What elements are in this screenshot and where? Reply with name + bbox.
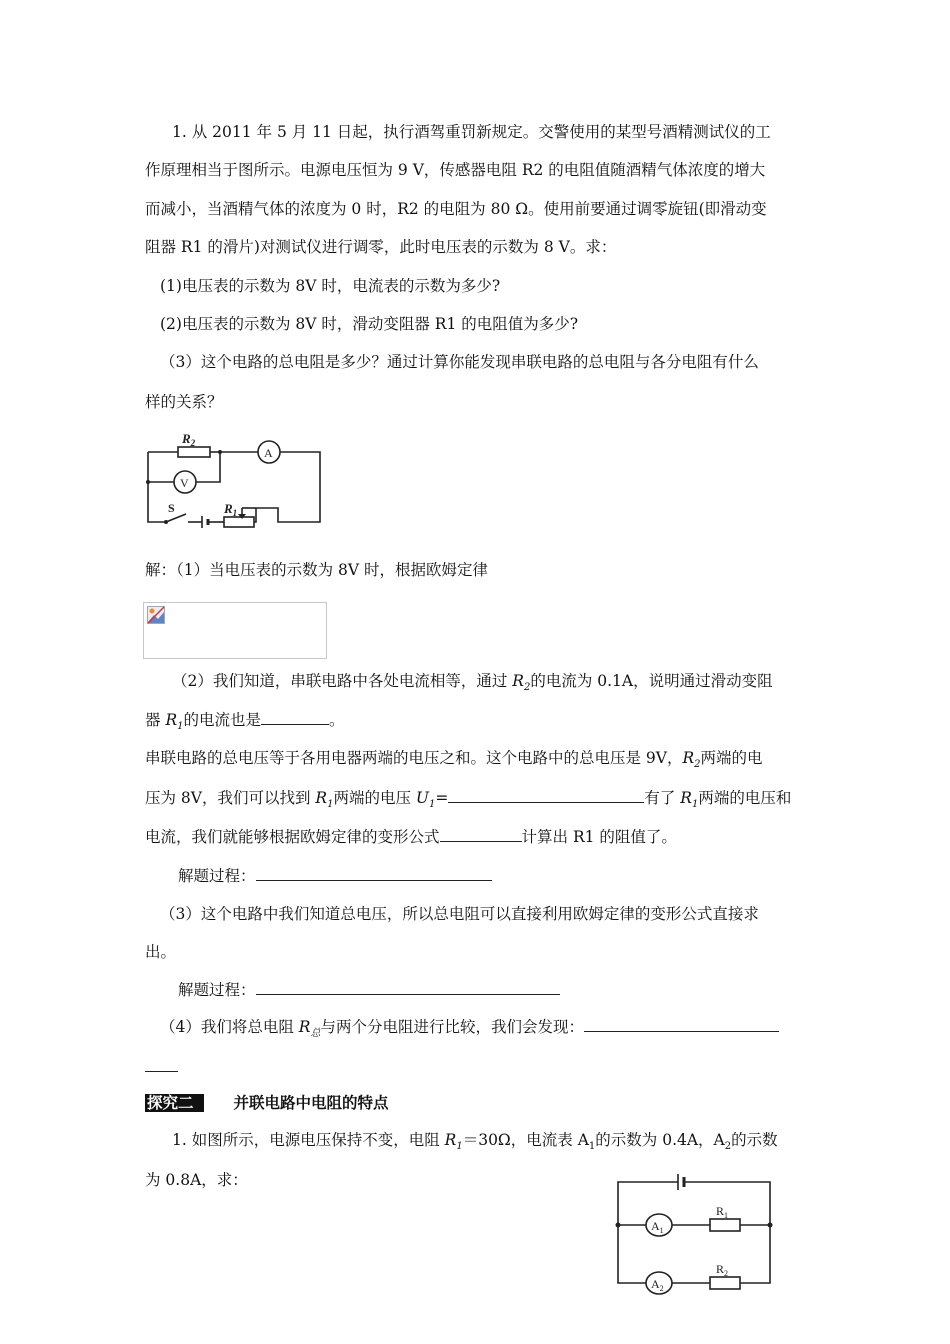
broken-image-icon [147, 606, 165, 624]
blank-ohm-formula[interactable] [440, 827, 522, 842]
resistor-r2 [178, 447, 210, 457]
resistor-r1 [710, 1219, 740, 1231]
svg-text:R2: $R_2$ [182, 431, 196, 448]
solution-line-2a: （2）我们知道，串联电路中各处电流相等，通过 $R_2$的电流为 0.1A，说明通过滑动变阻 [172, 672, 773, 694]
solution-line-4a: （3）这个电路中我们知道总电压，所以总电阻可以直接利用欧姆定律的变形公式直接求 [160, 905, 759, 923]
solution-line-2b: 器 $R_1$的电流也是 。 [145, 711, 345, 733]
q1-line-2: 作原理相当于图所示。电源电压恒为 9 V，传感器电阻 R2 的电阻值随酒精气体浓度的增大 [145, 161, 766, 179]
q1-line-1: 1. 从 2011 年 5 月 11 日起，执行酒驾重罚新规定。交警使用的某型号酒精测试仪的工 [172, 123, 771, 141]
solution-line-5: （4）我们将总电阻 $R_总$与两个分电阻进行比较，我们会发现： [160, 1017, 779, 1044]
section-2-tag: 探究二 [145, 1094, 204, 1112]
svg-text:S: S [168, 501, 175, 515]
resistor-r2 [710, 1277, 740, 1289]
process-line-2: 解题过程： [178, 980, 560, 1000]
series-circuit-diagram [138, 430, 328, 530]
blank-voltage-r1[interactable] [448, 788, 644, 803]
svg-text:R1: $R_1$ [716, 1204, 729, 1220]
sec2-q1-line-1: 1. 如图所示，电源电压保持不变，电阻 $R_1=30\Omega$，电流表 $A_1$的示数为 0.4A，$A_2$的示数 [172, 1131, 778, 1153]
solution-line-4b: 出。 [145, 943, 177, 961]
q1-line-3: 而减小，当酒精气体的浓度为 0 时，R2 的电阻为 80 Ω。使用前要通过调零旋钮(即滑动变 [145, 200, 767, 218]
q1-part-1: (1)电压表的示数为 8V 时，电流表的示数为多少? [160, 277, 501, 295]
section-2-title: 并联电路中电阻的特点 [233, 1094, 389, 1112]
q1-part-2: (2)电压表的示数为 8V 时，滑动变阻器 R1 的电阻值为多少? [160, 315, 579, 333]
q1-part-3a: （3）这个电路的总电阻是多少？通过计算你能发现串联电路的总电阻与各分电阻有什么 [160, 353, 759, 371]
blank-comparison[interactable] [584, 1017, 779, 1032]
blank-comparison-continued[interactable] [145, 1071, 178, 1072]
section-2-heading [145, 1093, 389, 1113]
q1-part-3b: 样的关系？ [145, 393, 223, 411]
broken-image-placeholder [143, 602, 327, 659]
svg-text:V: V [180, 476, 189, 490]
solution-line-3c: 电流，我们就能够根据欧姆定律的变形公式 计算出 R1 的阻值了。 [145, 828, 677, 846]
parallel-circuit-diagram [608, 1155, 788, 1305]
svg-text:A1: $A_1$ [651, 1219, 664, 1235]
solution-line-1: 解：（1）当电压表的示数为 8V 时，根据欧姆定律 [145, 561, 489, 579]
process-line-1: 解题过程： [178, 866, 492, 886]
blank-process-1[interactable] [256, 866, 492, 881]
svg-text:R1: $R_1$ [224, 501, 238, 518]
solution-line-3a: 串联电路的总电压等于各用电器两端的电压之和。这个电路中的总电压是 9V，$R_2$两端的电 [145, 749, 763, 771]
svg-text:A2: $A_2$ [651, 1277, 664, 1293]
sec2-q1-line-2: 为 0.8A，求： [145, 1171, 248, 1189]
blank-process-2[interactable] [256, 980, 560, 995]
blank-current-r1[interactable] [261, 710, 329, 725]
q1-line-4: 阻器 R1 的滑片)对测试仪进行调零，此时电压表的示数为 8 V。求： [145, 238, 617, 256]
svg-text:R2: $R_2$ [716, 1262, 729, 1278]
rheostat-r1 [224, 517, 254, 527]
solution-line-3b: 压为 8V，我们可以找到 $R_1$两端的电压 $U_1=$ 有了 $R_1$两端的电压和 [145, 789, 792, 811]
svg-text:A: A [264, 446, 273, 460]
